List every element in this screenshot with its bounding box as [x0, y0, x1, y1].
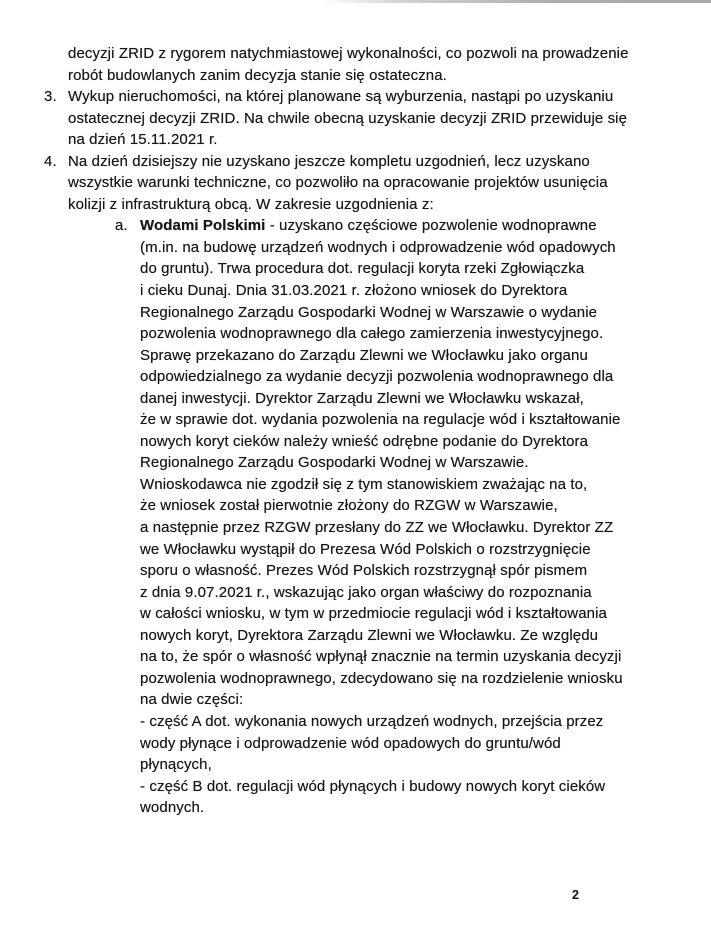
paragraph-lines: [68, 43, 674, 86]
text-line: ostatecznej decyzji ZRID. Na chwile obecną uzyskanie decyzji ZRID przewiduje się: [68, 109, 628, 127]
text-line: pozwolenia wodnoprawnego, zdecydowano się na rozdzielenie wniosku: [140, 669, 623, 687]
text-line: Sprawę przekazano do Zarządu Zlewni we Włocławku jako organu: [140, 346, 588, 364]
text-line: w całości wniosku, w tym w przedmiocie regulacji wód i kształtowania: [140, 605, 607, 623]
text-line: na to, że spór o własność wpłynął znacznie na termin uzyskania decyzji: [140, 648, 622, 666]
list-marker: a.: [115, 217, 128, 235]
text-line: nowych koryt cieków należy wnieść odrębne podanie do Dyrektora: [140, 432, 589, 450]
paragraph-continuation: [44, 43, 674, 86]
list-item-3: [44, 86, 674, 151]
text-line: na dzień 15.11.2021 r.: [68, 131, 218, 149]
text-line: wszystkie warunki techniczne, co pozwoliło na opracowanie projektów usunięcia: [68, 174, 608, 192]
text-line: kolizji z infrastrukturą obcą. W zakresie uzgodnienia z:: [68, 195, 434, 213]
list-marker: 3.: [44, 88, 57, 106]
text-line: sporu o własność. Prezes Wód Polskich rozstrzygnął spór pismem: [140, 562, 588, 580]
text-line: robót budowlanych zanim decyzja stanie się ostateczna.: [68, 66, 447, 84]
list-item-a: [44, 215, 674, 818]
list-marker: 4.: [44, 152, 57, 170]
paragraph-lines: [68, 151, 674, 216]
text-line: do gruntu). Trwa procedura dot. regulacji koryta rzeki Zgłowiączka: [140, 260, 585, 278]
text-line: a następnie przez RZGW przesłany do ZZ we Włocławku. Dyrektor ZZ: [140, 519, 614, 537]
page-number: 2: [572, 888, 579, 902]
text-line: we Włocławku wystąpił do Prezesa Wód Polskich o rozstrzygnięcie: [140, 540, 591, 558]
text-line: Wykup nieruchomości, na której planowane są wyburzenia, nastąpi po uzyskaniu: [68, 88, 614, 106]
text-line: i cieku Dunaj. Dnia 31.03.2021 r. złożono wniosek do Dyrektora: [140, 282, 568, 300]
scan-artifact-top-edge: [320, 0, 711, 3]
text-line: z dnia 9.07.2021 r., wskazując jako organ właściwy do rozpoznania: [140, 583, 592, 601]
text-line: decyzji ZRID z rygorem natychmiastowej wykonalności, co pozwoli na prowadzenie: [68, 45, 629, 62]
paragraph-lines: [68, 86, 674, 151]
document-body: [44, 43, 674, 819]
text-line: - część A dot. wykonania nowych urządzeń wodnych, przejścia przez: [140, 712, 604, 730]
text-line: nowych koryt, Dyrektora Zarządu Zlewni we Włocławku. Ze względu: [140, 626, 599, 644]
text-line: Regionalnego Zarządu Gospodarki Wodnej w Warszawie.: [140, 454, 529, 472]
text-line: Na dzień dzisiejszy nie uzyskano jeszcze kompletu uzgodnień, lecz uzyskano: [68, 152, 590, 170]
text-line: odpowiedzialnego za wydanie decyzji pozwolenia wodnoprawnego dla: [140, 368, 614, 386]
text-line: danej inwestycji. Dyrektor Zarządu Zlewni we Włocławku wskazał,: [140, 389, 584, 407]
text-line: pozwolenia wodnoprawnego dla całego zamierzenia inwestycyjnego.: [140, 325, 604, 343]
text-line: że w sprawie dot. wydania pozwolenia na regulacje wód i kształtowanie: [140, 411, 621, 429]
list-item-4: [44, 151, 674, 216]
text-line: że wniosek został pierwotnie złożony do RZGW w Warszawie,: [140, 497, 558, 515]
text-line: Regionalnego Zarządu Gospodarki Wodnej w Warszawie o wydanie: [140, 303, 598, 321]
text-line: (m.in. na budowę urządzeń wodnych i odprowadzenie wód opadowych: [140, 238, 616, 256]
text-line: - część B dot. regulacji wód płynących i budowy nowych koryt cieków: [140, 777, 606, 795]
text-line: Wnioskodawca nie zgodził się z tym stanowiskiem zważając na to,: [140, 475, 588, 493]
text-line-lead: [140, 215, 674, 237]
text-line: wody płynące i odprowadzenie wód opadowych do gruntu/wód: [140, 734, 561, 752]
paragraph-lines: [140, 215, 674, 818]
text-line: na dwie części:: [140, 691, 244, 709]
lead-rest-text: - uzyskano częściowe pozwolenie wodnoprawne: [265, 217, 597, 235]
text-line: wodnych.: [140, 799, 205, 817]
bold-lead-text: Wodami Polskimi: [140, 217, 266, 235]
text-line: płynących,: [140, 756, 212, 774]
